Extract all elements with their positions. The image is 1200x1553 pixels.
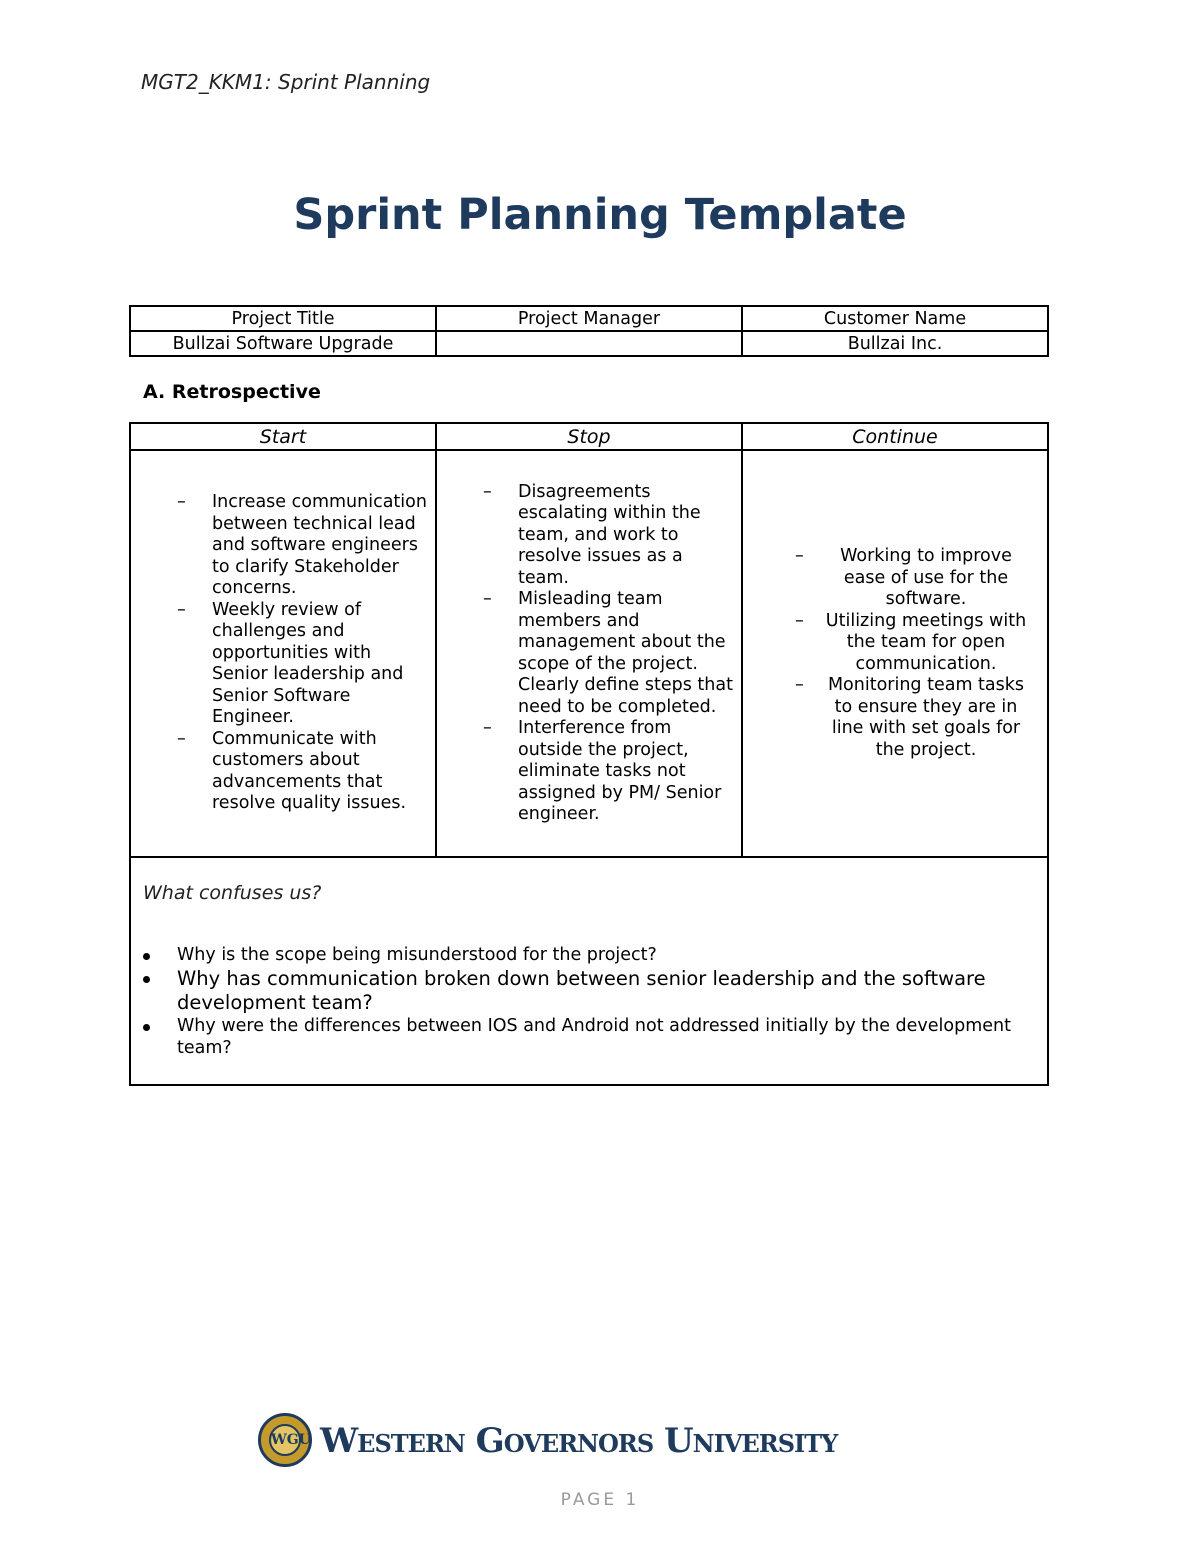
project-info-table bbox=[129, 305, 1049, 357]
start-header: Start bbox=[130, 423, 436, 450]
stop-header: Stop bbox=[436, 423, 742, 450]
dash-marker: – bbox=[483, 589, 492, 609]
project-manager-value bbox=[436, 331, 742, 356]
list-item bbox=[743, 675, 1047, 761]
start-item-text: Increase communication between technical lead and software engineers to clarify Stakeholder concerns. bbox=[212, 492, 427, 599]
project-info-header-row bbox=[130, 306, 1048, 331]
list-item bbox=[143, 967, 1035, 1015]
confusion-item-text: Why is the scope being misunderstood for the project? bbox=[177, 945, 657, 965]
confusion-cell bbox=[130, 857, 1048, 1085]
confusion-row bbox=[130, 857, 1048, 1085]
list-item bbox=[437, 482, 741, 590]
list-item bbox=[743, 611, 1047, 676]
dash-marker: – bbox=[795, 610, 804, 631]
continue-item-text: Monitoring team tasks to ensure they are in line with set goals for the project. bbox=[827, 675, 1025, 760]
list-item bbox=[131, 600, 435, 729]
dash-marker: – bbox=[795, 675, 804, 695]
bullet-icon bbox=[143, 1024, 150, 1031]
university-name: Western Governors University bbox=[320, 1421, 838, 1461]
stop-item-text: Interference from outside the project, eliminate tasks not assigned by PM/ Senior engineer. bbox=[518, 718, 722, 824]
confusion-list bbox=[143, 944, 1035, 1060]
start-list bbox=[131, 492, 435, 815]
list-item bbox=[131, 492, 435, 600]
bullet-icon bbox=[143, 953, 150, 960]
retrospective-table bbox=[129, 422, 1049, 1086]
list-item bbox=[143, 1015, 1035, 1060]
project-title-header: Project Title bbox=[130, 306, 436, 331]
university-logo bbox=[258, 1413, 908, 1469]
confusion-title: What confuses us? bbox=[143, 882, 322, 904]
stop-item-text: Misleading team members and management about the scope of the project. Clearly define steps that need to be completed. bbox=[518, 589, 733, 717]
dash-marker: – bbox=[483, 718, 492, 738]
dash-marker: – bbox=[795, 546, 804, 566]
customer-name-value: Bullzai Inc. bbox=[742, 331, 1048, 356]
confusion-item-text: Why has communication broken down between senior leadership and the software development team? bbox=[177, 966, 986, 1014]
dash-marker: – bbox=[177, 599, 186, 620]
seal-monogram: WGU bbox=[269, 1424, 301, 1456]
continue-item-text: Working to improve ease of use for the software. bbox=[840, 546, 1012, 609]
continue-cell bbox=[742, 450, 1048, 857]
continue-header: Continue bbox=[742, 423, 1048, 450]
page-number: PAGE 1 bbox=[560, 1490, 640, 1510]
project-title-value: Bullzai Software Upgrade bbox=[130, 331, 436, 356]
start-item-text: Communicate with customers about advancements that resolve quality issues. bbox=[212, 728, 407, 814]
project-manager-header: Project Manager bbox=[436, 306, 742, 331]
document-title: Sprint Planning Template bbox=[293, 190, 907, 240]
retrospective-header-row bbox=[130, 423, 1048, 450]
dash-marker: – bbox=[177, 492, 186, 513]
stop-cell bbox=[436, 450, 742, 857]
document-header: MGT2_KKM1: Sprint Planning bbox=[141, 70, 431, 94]
list-item bbox=[743, 546, 1047, 611]
continue-item-text: Utilizing meetings with the team for open communication. bbox=[825, 610, 1027, 674]
list-item bbox=[437, 718, 741, 826]
customer-name-header: Customer Name bbox=[742, 306, 1048, 331]
start-cell bbox=[130, 450, 436, 857]
list-item bbox=[437, 589, 741, 718]
dash-marker: – bbox=[177, 728, 186, 749]
continue-list bbox=[743, 546, 1047, 761]
project-info-value-row bbox=[130, 331, 1048, 356]
confusion-item-text: Why were the differences between IOS and Android not addressed initially by the development team? bbox=[177, 1015, 1011, 1058]
start-item-text: Weekly review of challenges and opportunities with Senior leadership and Senior Software Engineer. bbox=[212, 599, 404, 728]
retrospective-heading: A. Retrospective bbox=[143, 381, 321, 403]
university-seal-icon bbox=[258, 1413, 312, 1467]
stop-item-text: Disagreements escalating within the team, and work to resolve issues as a team. bbox=[518, 481, 701, 588]
list-item bbox=[131, 729, 435, 815]
list-item bbox=[143, 944, 1035, 967]
stop-list bbox=[437, 482, 741, 826]
retrospective-body-row bbox=[130, 450, 1048, 857]
dash-marker: – bbox=[483, 481, 492, 502]
bullet-icon bbox=[143, 976, 150, 983]
